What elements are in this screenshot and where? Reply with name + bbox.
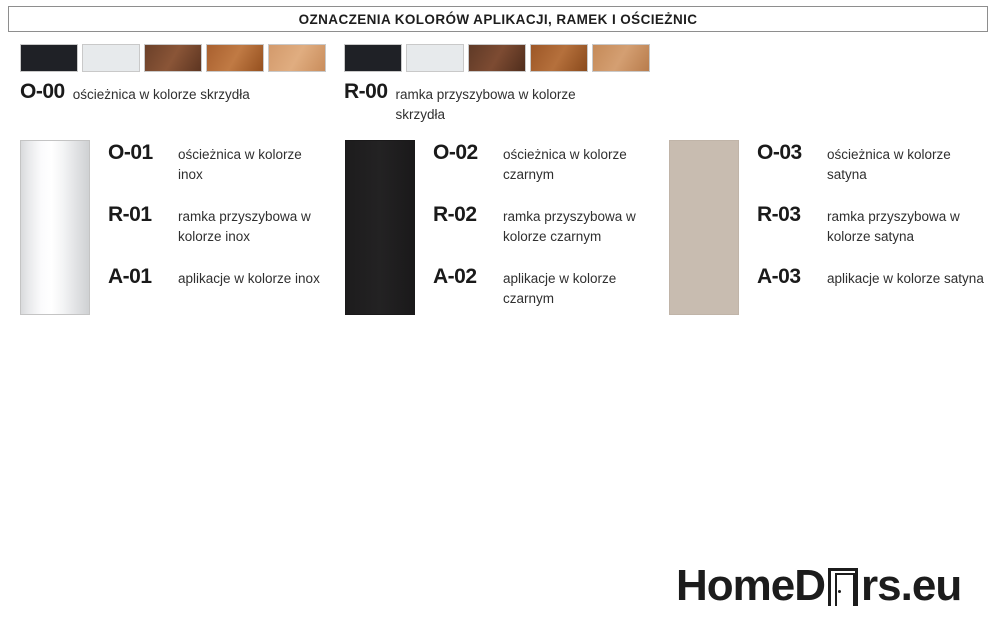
code-desc-a01: aplikacje w kolorze inox	[178, 271, 320, 287]
code-entry-a03	[757, 265, 989, 289]
code-label-a03: A-03	[757, 265, 801, 289]
swatch-white	[82, 44, 140, 72]
code-entry-r02	[433, 203, 655, 246]
code-block-black	[433, 141, 655, 327]
code-label-o00: O-00	[20, 80, 65, 103]
swatch-strip-right	[344, 44, 650, 72]
black-panel	[345, 140, 415, 315]
code-entry-a02	[433, 265, 655, 308]
code-label-o03: O-03	[757, 141, 802, 164]
swatch-strip-left	[20, 44, 326, 72]
code-label-a02: A-02	[433, 265, 477, 289]
code-desc-o03: ościeżnica w kolorze satyna	[827, 147, 951, 182]
inox-panel	[20, 140, 90, 315]
satin-panel	[669, 140, 739, 315]
swatch-white	[406, 44, 464, 72]
code-block-inox	[108, 141, 330, 308]
swatch-golden-oak	[530, 44, 588, 72]
code-block-satin	[757, 141, 989, 308]
code-line-o00	[20, 80, 330, 105]
code-entry-r01	[108, 203, 330, 246]
code-desc-r02: ramka przyszybowa w kolorze czarnym	[503, 209, 636, 244]
swatch-dark-walnut	[144, 44, 202, 72]
code-line-r00	[344, 80, 644, 124]
page-header	[8, 6, 988, 32]
logo-text-after: rs.eu	[861, 561, 962, 610]
brand-logo	[676, 560, 961, 612]
swatch-dark-walnut	[468, 44, 526, 72]
door-icon	[826, 566, 860, 606]
code-entry-r03	[757, 203, 989, 246]
code-desc-o02: ościeżnica w kolorze czarnym	[503, 147, 627, 182]
code-desc-r01: ramka przyszybowa w kolorze inox	[178, 209, 311, 244]
logo-text-before: HomeD	[676, 561, 826, 610]
code-desc-a02: aplikacje w kolorze czarnym	[503, 271, 617, 306]
swatch-anthracite	[20, 44, 78, 72]
code-desc-o01: ościeżnica w kolorze inox	[178, 147, 302, 182]
code-desc-a03: aplikacje w kolorze satyna	[827, 271, 984, 287]
code-label-r01: R-01	[108, 203, 152, 227]
code-label-o01: O-01	[108, 141, 153, 164]
code-label-a01: A-01	[108, 265, 152, 289]
swatch-light-oak	[592, 44, 650, 72]
code-entry-o01	[108, 141, 330, 184]
page-title: OZNACZENIA KOLORÓW APLIKACJI, RAMEK I OŚCIEŻNIC	[298, 11, 698, 27]
code-entry-a01	[108, 265, 330, 289]
swatch-anthracite	[344, 44, 402, 72]
code-desc-o00: ościeżnica w kolorze skrzydła	[72, 87, 250, 102]
code-desc-r03: ramka przyszybowa w kolorze satyna	[827, 209, 960, 244]
code-entry-o03	[757, 141, 989, 184]
code-label-r00: R-00	[344, 80, 388, 103]
code-label-r03: R-03	[757, 203, 801, 227]
swatch-light-oak	[268, 44, 326, 72]
code-label-r02: R-02	[433, 203, 477, 227]
code-entry-o02	[433, 141, 655, 184]
swatch-golden-oak	[206, 44, 264, 72]
code-desc-r00: ramka przyszybowa w kolorze skrzydła	[395, 87, 576, 122]
code-label-o02: O-02	[433, 141, 478, 164]
